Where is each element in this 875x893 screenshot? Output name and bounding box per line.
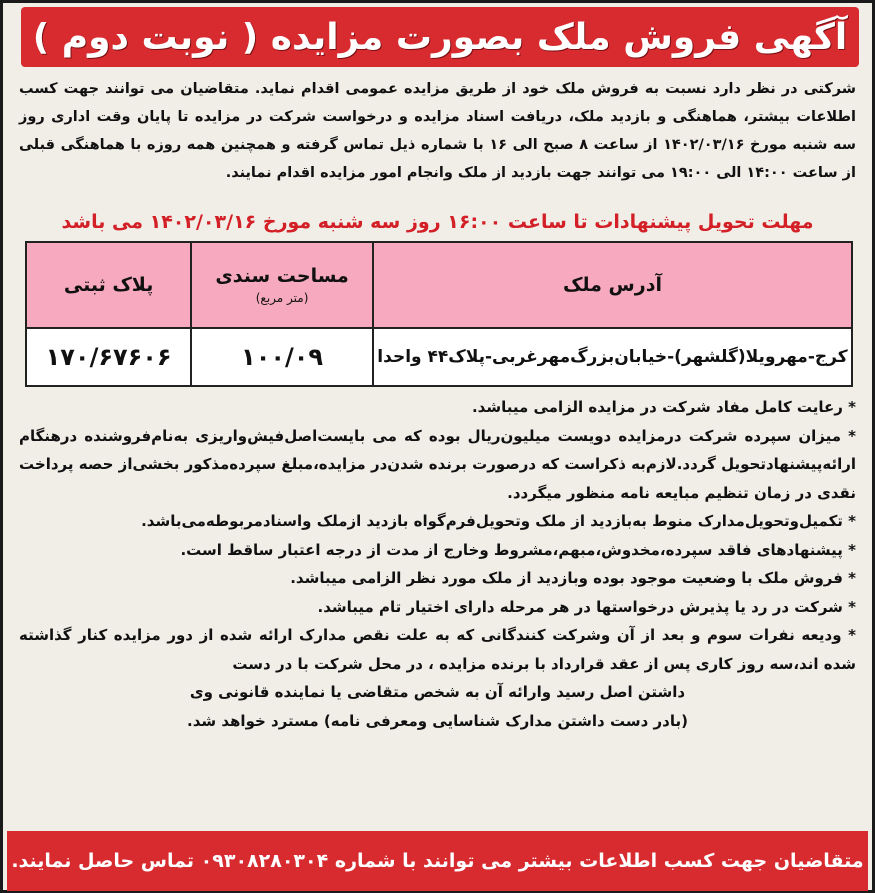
contact-text: متقاضیان جهت کسب اطلاعات بیشتر می توانند با شماره ۰۹۳۰۸۲۸۰۳۰۴ تماس حاصل نمایند. [11,850,864,872]
deadline-notice: مهلت تحویل پیشنهادات تا ساعت ۱۶:۰۰ روز سه شنبه مورخ ۱۴۰۲/۰۳/۱۶ می باشد [61,211,814,233]
header-area-unit: (متر مربع) [255,291,309,305]
condition-item-continuation: (بادر دست داشتن مدارک شناسایی ومعرفی نامه) مسترد خواهد شد. [187,711,688,730]
condition-item: * میزان سپرده شرکت درمزایده دویست میلیون‌ریال بوده که می بایست‌اصل‌فیش‌واریزی به‌نام‌فروشنده درهنگام ارائه‌پیشنهادتحویل گردد.لازم‌به ذکراست که درصورت برنده شدن‌در مزایده،مبلغ سپرده‌مذکور بخشی‌از حصه پرداخت نقدی در زمان تنظیم مبایعه نامه منظور میگردد. [19,426,856,502]
header-plate: پلاک ثبتی [26,242,191,328]
cell-plate: ۱۷۰/۶۷۶۰۶ [26,328,191,386]
cell-area: ۱۰۰/۰۹ [191,328,373,386]
condition-item: * ودیعه نفرات سوم و بعد از آن وشرکت کنندگانی که به علت نقص مدارک ارائه شده از دور مزایده کنار گذاشته شده اند،سه روز کاری پس از عقد قرارداد با برنده مزایده ، در محل شرکت با در دست [19,626,856,673]
header-address: آدرس ملک [373,242,852,328]
title-banner [21,7,859,67]
header-area: مساحت سندی (متر مربع) [191,242,373,328]
condition-item: * پیشنهادهای فاقد سپرده،مخدوش،مبهم،مشروط وخارج از مدت از درجه اعتبار ساقط است. [180,540,856,559]
conditions-list [19,393,856,735]
table-row [26,328,852,386]
table-header-row [26,242,852,328]
intro-paragraph: شرکتی در نظر دارد نسبت به فروش ملک خود از طریق مزایده عمومی اقدام نماید. متقاضیان می توانند جهت کسب اطلاعات بیشتر، هماهنگی و بازدید ملک، دریافت اسناد مزایده و درخواست شرکت در مزایده تا پایان وقت اداری روز سه شنبه مورخ ۱۴۰۲/۰۳/۱۶ از ساعت ۸ صبح الی ۱۶ با شماره ذیل تماس گرفته و همچنین همه روزه با هماهنگی قبلی از ساعت ۱۴:۰۰ الی ۱۹:۰۰ می توانند جهت بازدید از ملک وانجام امور مزایده اقدام نمایند. [19,81,856,181]
condition-item: * رعایت کامل مفاد شرکت در مزایده الزامی میباشد. [471,398,856,416]
property-table [25,241,853,387]
condition-item: * شرکت در رد یا پذیرش درخواستها در هر مرحله دارای اختیار تام میباشد. [317,597,856,616]
condition-item: * تکمیل‌وتحویل‌مدارک منوط به‌بازدید از ملک وتحویل‌فرم‌گواه بازدید ازملک واسنادمربوطه‌می‌باشد. [141,512,856,530]
condition-item-continuation: داشتن اصل رسید وارائه آن به شخص متقاضی یا نماینده قانونی وی [189,683,686,701]
condition-item: * فروش ملک با وضعیت موجود بوده وبازدید از ملک مورد نظر الزامی میباشد. [290,569,856,587]
cell-address: کرج-مهرویلا(گلشهر)-خیابان‌بزرگ‌مهرغربی-پلاک۴۴ واحدا [373,328,852,386]
contact-footer [7,831,868,891]
ad-title: آگهی فروش ملک بصورت مزایده ( نوبت دوم ) [32,16,848,58]
